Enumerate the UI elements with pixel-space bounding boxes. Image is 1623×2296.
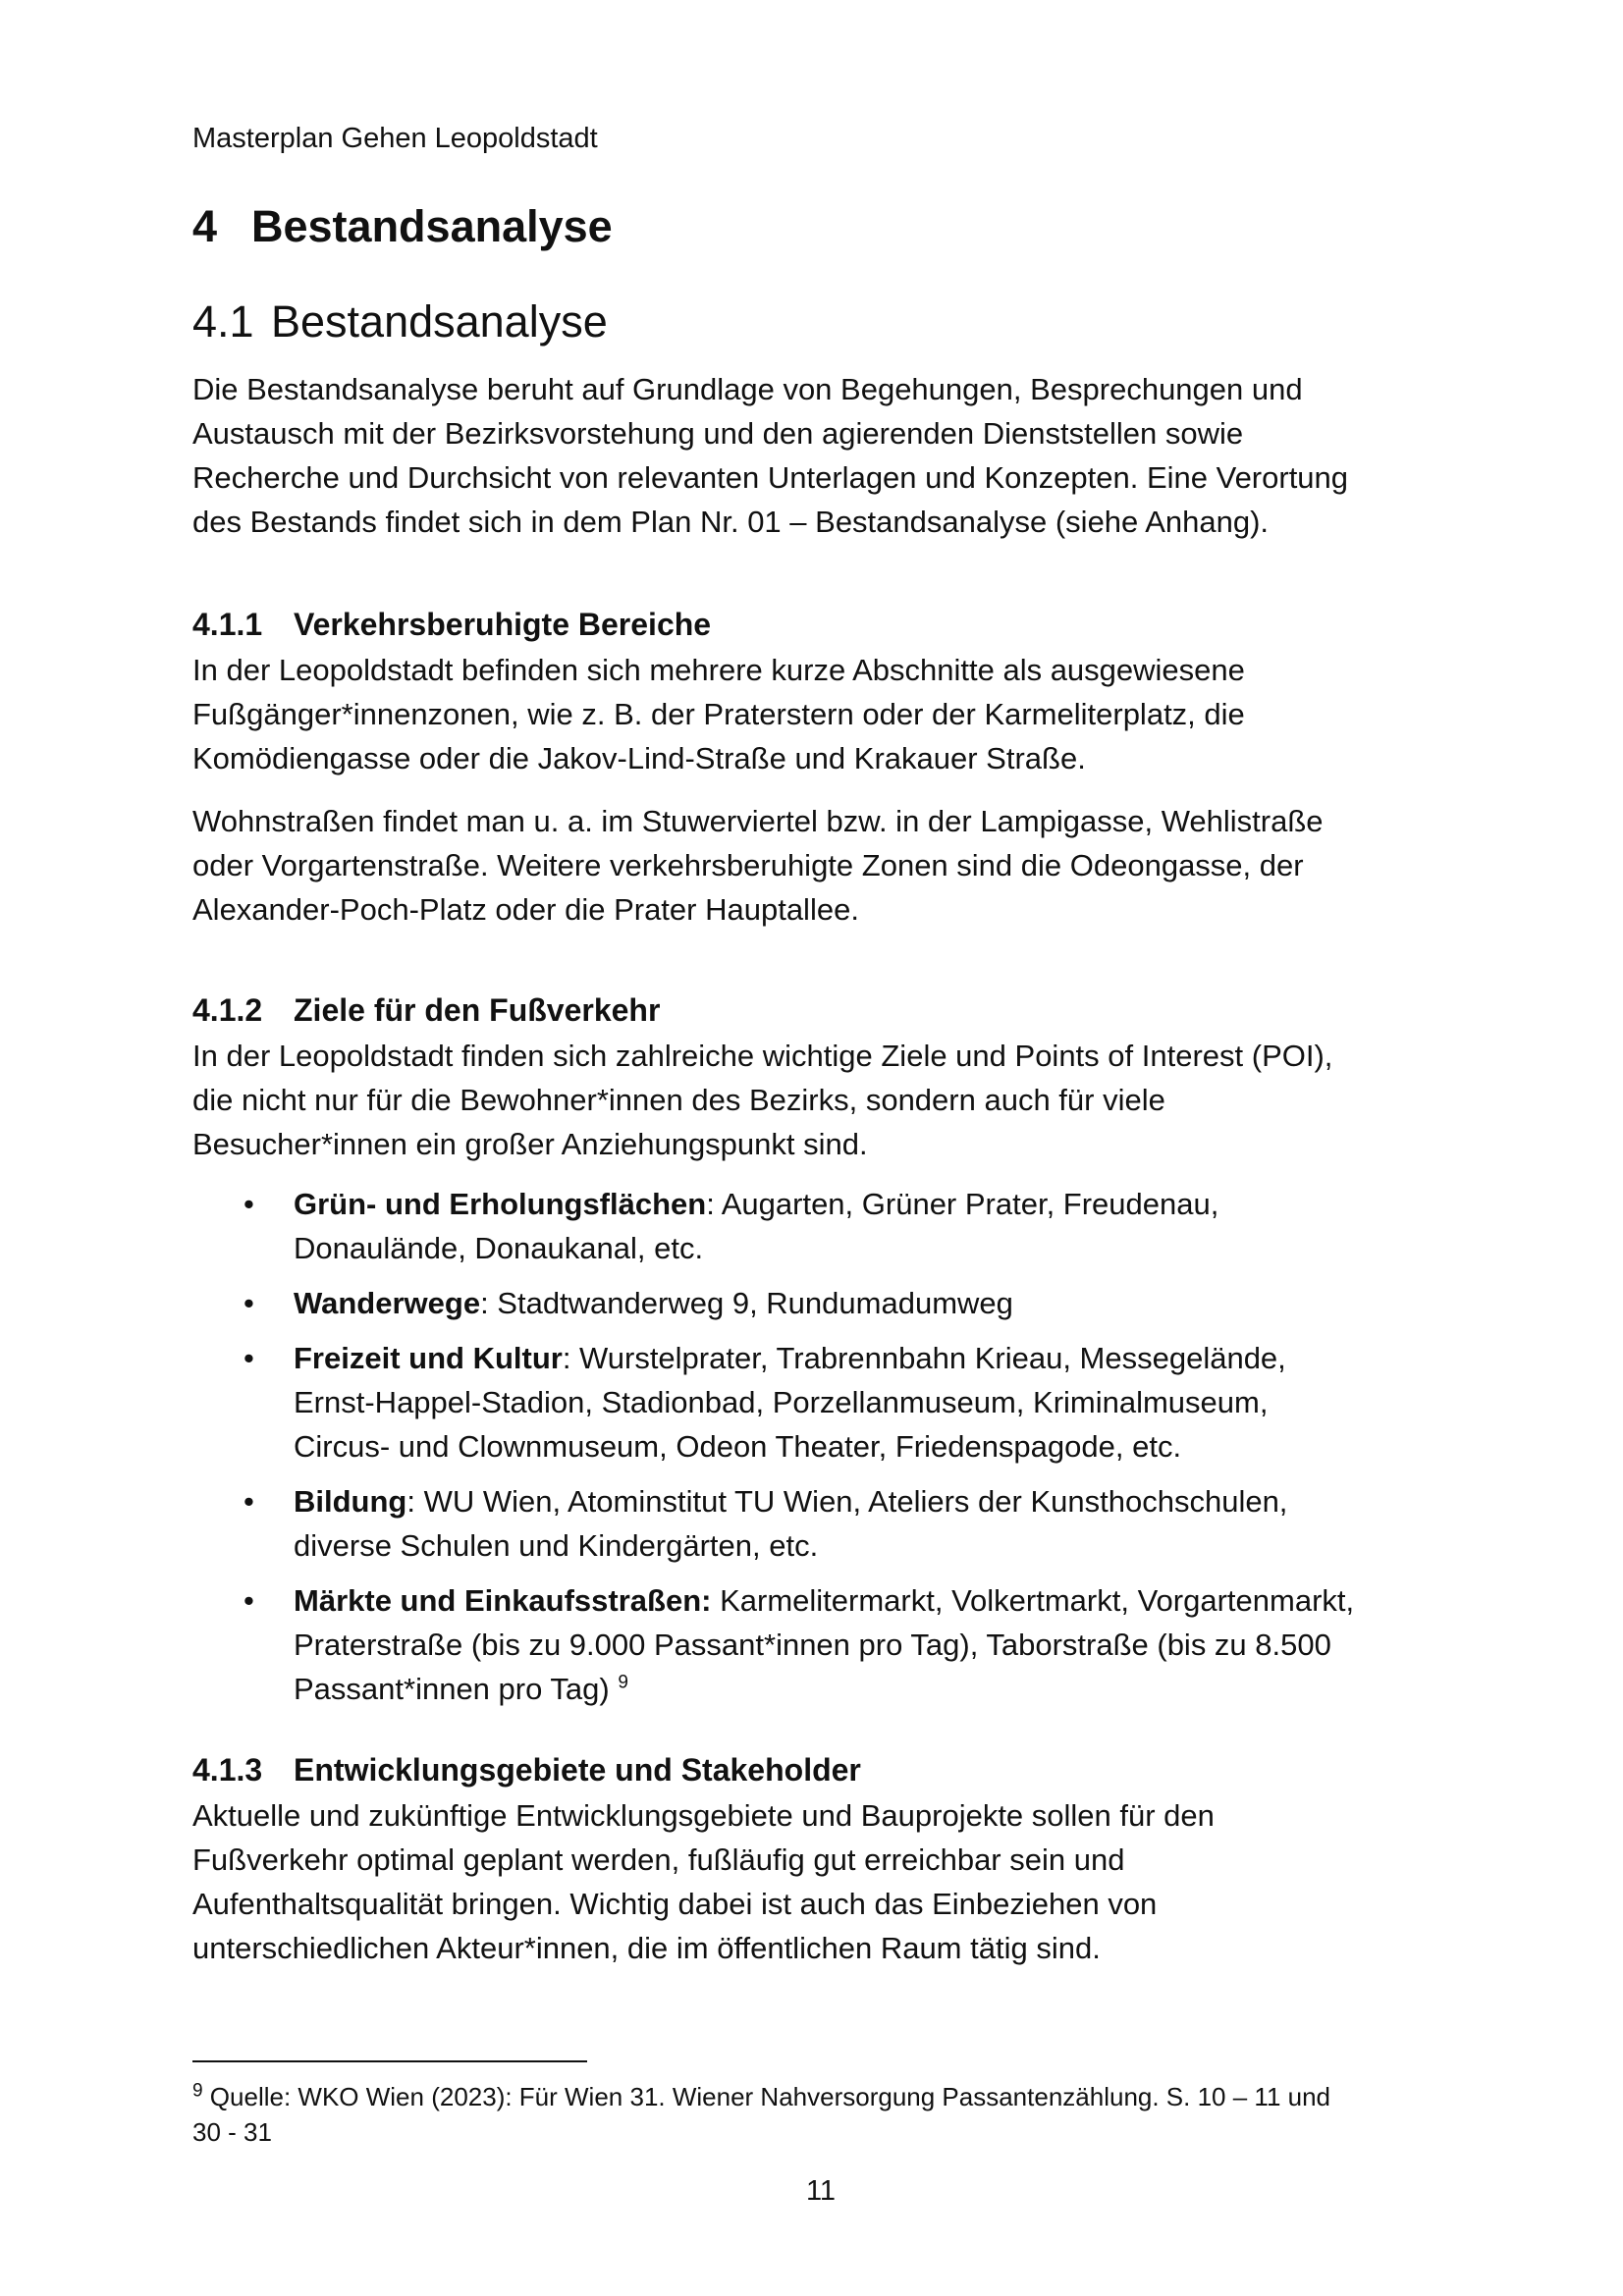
- list-item: [192, 1578, 1449, 1711]
- paragraph-development-areas: [192, 1793, 1449, 1970]
- text-line: Fußgänger*innenzonen, wie z. B. der Praterstern oder der Karmeliterplatz, die: [192, 697, 1245, 731]
- section-heading: [192, 294, 608, 349]
- list-item: [192, 1336, 1449, 1468]
- paragraph-traffic-calmed-2: [192, 799, 1449, 932]
- text-line: [294, 1667, 1449, 1711]
- text-line: Die Bestandsanalyse beruht auf Grundlage von Begehungen, Besprechungen und: [192, 372, 1303, 406]
- text-line: Praterstraße (bis zu 9.000 Passant*innen pro Tag), Taborstraße (bis zu 8.500: [294, 1628, 1331, 1662]
- text-line: Circus- und Clownmuseum, Odeon Theater, Friedenspagode, etc.: [294, 1429, 1182, 1464]
- list-item: [192, 1182, 1449, 1270]
- text-line: die nicht nur für die Bewohner*innen des Bezirks, sondern auch für viele: [192, 1083, 1165, 1117]
- text-line: Alexander-Poch-Platz oder die Prater Hauptallee.: [192, 892, 859, 927]
- text-line: Ernst-Happel-Stadion, Stadionbad, Porzellanmuseum, Kriminalmuseum,: [294, 1385, 1269, 1419]
- text-line: [294, 1281, 1449, 1325]
- paragraph-destinations: [192, 1034, 1449, 1166]
- text-line: [192, 2079, 1449, 2114]
- footnote-separator: [192, 2060, 587, 2062]
- chapter-number: 4: [192, 201, 218, 251]
- running-header: Masterplan Gehen Leopoldstadt: [192, 123, 598, 154]
- bullet-icon: •: [243, 1341, 254, 1375]
- bullet-icon: •: [243, 1484, 254, 1519]
- bullet-icon: •: [243, 1286, 254, 1320]
- text-line: des Bestands findet sich in dem Plan Nr. 01 – Bestandsanalyse (siehe Anhang).: [192, 505, 1270, 539]
- bullet-icon: •: [243, 1187, 254, 1221]
- subsection-title: Verkehrsberuhigte Bereiche: [294, 607, 712, 642]
- list-item-label: Wanderwege: [294, 1286, 481, 1320]
- text-line: diverse Schulen und Kindergärten, etc.: [294, 1528, 819, 1563]
- bullet-icon: •: [243, 1583, 254, 1618]
- text-line: Besucher*innen ein großer Anziehungspunkt sind.: [192, 1127, 868, 1161]
- section-number: 4.1: [192, 296, 254, 347]
- subsection-heading-4-1-1: [192, 603, 711, 646]
- text-line: 30 - 31: [192, 2117, 272, 2147]
- list-item-label: Grün- und Erholungsflächen: [294, 1187, 707, 1221]
- list-item-label: Märkte und Einkaufsstraßen:: [294, 1583, 712, 1618]
- subsection-number: 4.1.2: [192, 992, 263, 1028]
- list-item-text: Passant*innen pro Tag): [294, 1672, 610, 1706]
- text-line: [294, 1479, 1449, 1523]
- paragraph-traffic-calmed-1: [192, 648, 1449, 780]
- list-item-text: : WU Wien, Atominstitut TU Wien, Ateliers der Kunsthochschulen,: [406, 1484, 1288, 1519]
- subsection-title: Entwicklungsgebiete und Stakeholder: [294, 1752, 861, 1788]
- footnote-text: Quelle: WKO Wien (2023): Für Wien 31. Wiener Nahversorgung Passantenzählung. S. 10 – 11 und: [202, 2082, 1331, 2111]
- list-item-label: Bildung: [294, 1484, 407, 1519]
- text-line: Donaulände, Donaukanal, etc.: [294, 1231, 704, 1265]
- text-line: Aufenthaltsqualität bringen. Wichtig dabei ist auch das Einbeziehen von: [192, 1887, 1158, 1921]
- destinations-list: [192, 1182, 1449, 1722]
- text-line: [294, 1578, 1449, 1623]
- chapter-title: Bestandsanalyse: [251, 201, 613, 251]
- text-line: unterschiedlichen Akteur*innen, die im öffentlichen Raum tätig sind.: [192, 1931, 1101, 1965]
- text-line: Recherche und Durchsicht von relevanten Unterlagen und Konzepten. Eine Verortung: [192, 460, 1349, 495]
- list-item: [192, 1281, 1449, 1325]
- footnote: [192, 2079, 1449, 2150]
- list-item-text: : Stadtwanderweg 9, Rundumadumweg: [480, 1286, 1013, 1320]
- list-item-text: : Wurstelprater, Trabrennbahn Krieau, Messegelände,: [562, 1341, 1286, 1375]
- list-item-text: : Augarten, Grüner Prater, Freudenau,: [706, 1187, 1219, 1221]
- page-number: 11: [805, 2175, 837, 2207]
- intro-paragraph: [192, 367, 1449, 544]
- text-line: Komödiengasse oder die Jakov-Lind-Straße und Krakauer Straße.: [192, 741, 1086, 775]
- footnote-marker: 9: [192, 2080, 203, 2102]
- text-line: oder Vorgartenstraße. Weitere verkehrsberuhigte Zonen sind die Odeongasse, der: [192, 848, 1304, 882]
- subsection-heading-4-1-3: [192, 1748, 861, 1791]
- text-line: In der Leopoldstadt befinden sich mehrere kurze Abschnitte als ausgewiesene: [192, 653, 1245, 687]
- list-item-text: Karmelitermarkt, Volkertmarkt, Vorgartenmarkt,: [711, 1583, 1355, 1618]
- text-line: [294, 1182, 1449, 1226]
- subsection-number: 4.1.1: [192, 607, 263, 642]
- text-line: Aktuelle und zukünftige Entwicklungsgebiete und Bauprojekte sollen für den: [192, 1798, 1215, 1833]
- text-line: Fußverkehr optimal geplant werden, fußläufig gut erreichbar sein und: [192, 1842, 1125, 1877]
- list-item-label: Freizeit und Kultur: [294, 1341, 563, 1375]
- footnote-reference[interactable]: 9: [618, 1672, 628, 1693]
- subsection-heading-4-1-2: [192, 988, 660, 1032]
- subsection-title: Ziele für den Fußverkehr: [294, 992, 661, 1028]
- text-line: [294, 1336, 1449, 1380]
- section-title: Bestandsanalyse: [271, 296, 608, 347]
- subsection-number: 4.1.3: [192, 1752, 263, 1788]
- text-line: In der Leopoldstadt finden sich zahlreiche wichtige Ziele und Points of Interest (POI),: [192, 1039, 1333, 1073]
- list-item: [192, 1479, 1449, 1568]
- text-line: Austausch mit der Bezirksvorstehung und den agierenden Dienststellen sowie: [192, 416, 1244, 451]
- chapter-heading: [192, 199, 613, 254]
- text-line: Wohnstraßen findet man u. a. im Stuwerviertel bzw. in der Lampigasse, Wehlistraße: [192, 804, 1324, 838]
